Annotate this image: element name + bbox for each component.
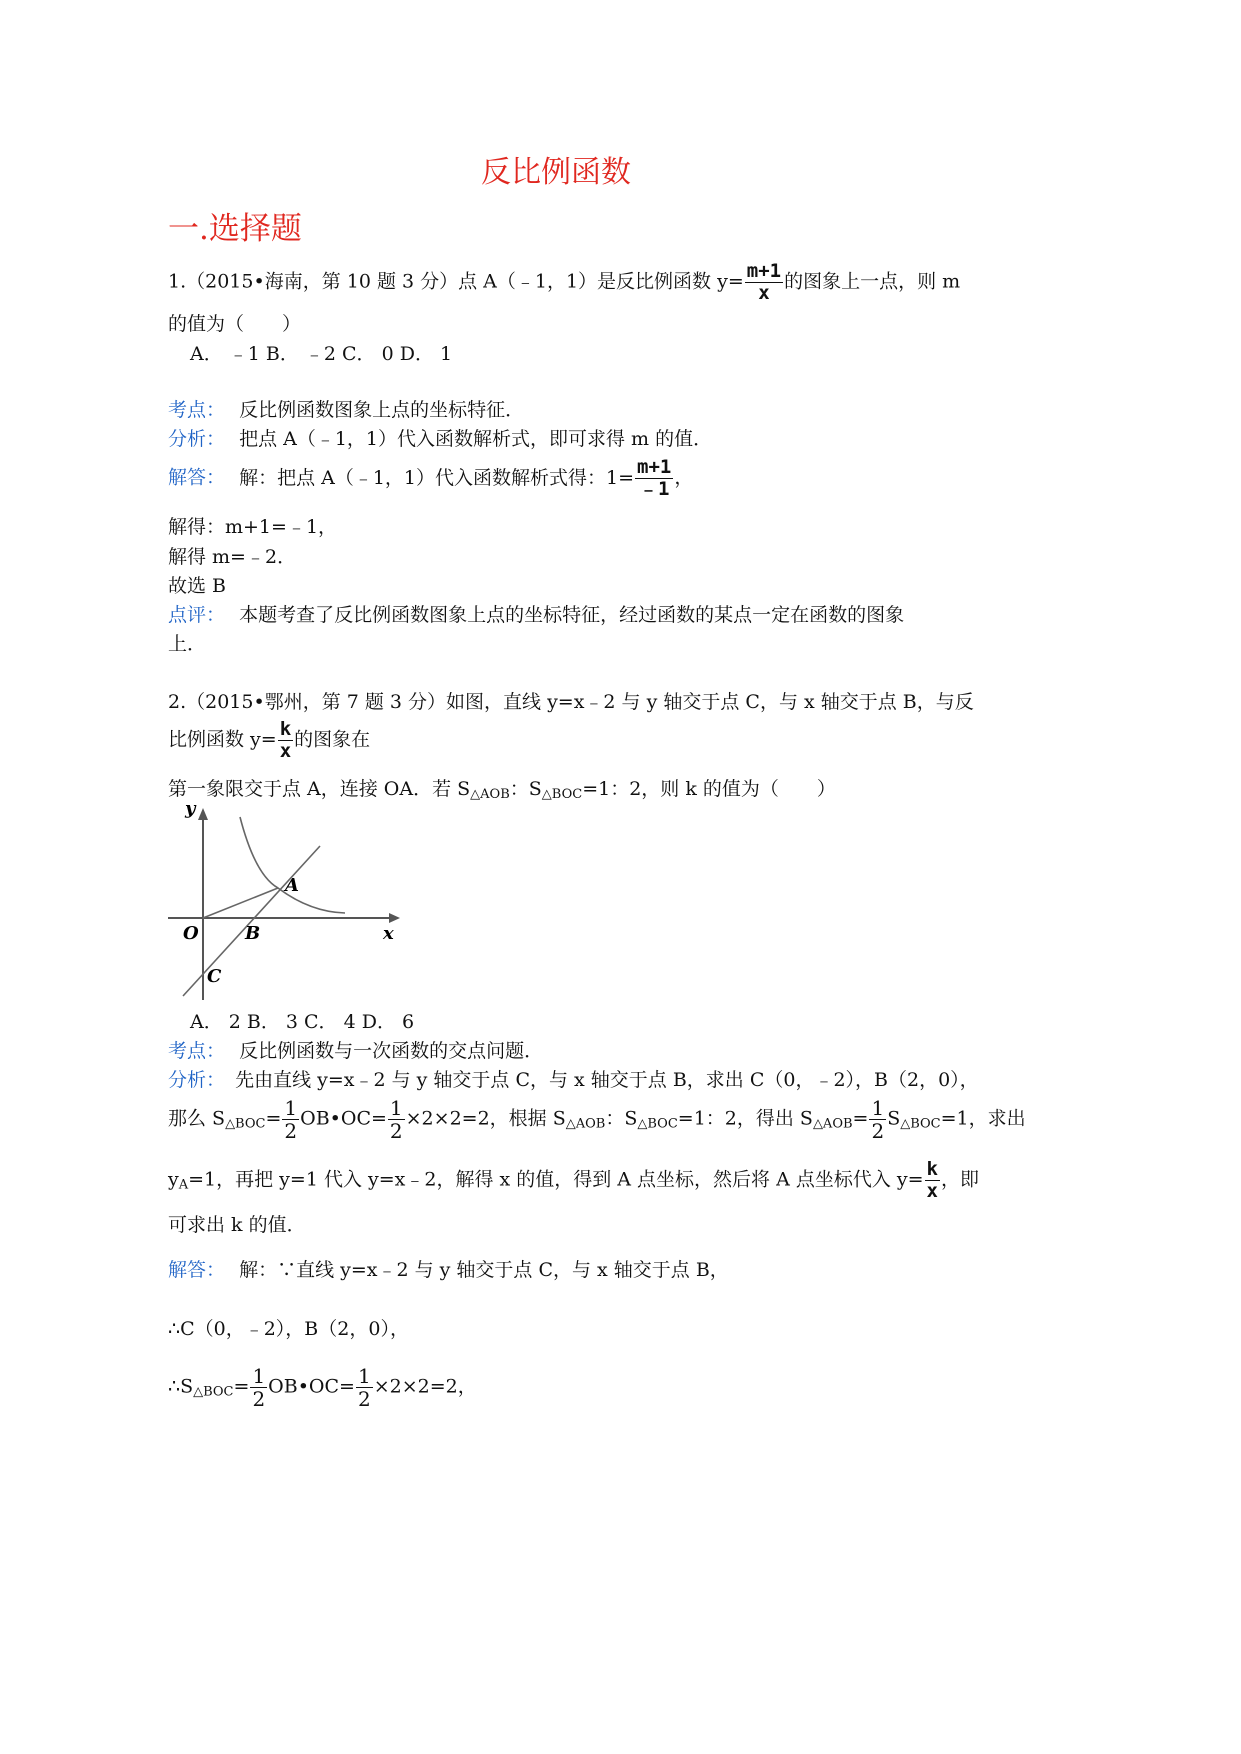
q2-fb-sub1: △BOC <box>225 1116 266 1132</box>
q1-step-3: 故选 B <box>168 575 227 597</box>
half-num: 1 <box>284 1096 298 1120</box>
q2-stem-text-b2: 的图象在 <box>294 728 371 751</box>
q2-fb3: OB•OC= <box>300 1107 387 1130</box>
half-fraction <box>869 1098 886 1141</box>
q1-stem-text-b: 的图象上一点，则 m <box>784 270 961 293</box>
q2-jc4: ×2×2=2， <box>373 1375 477 1398</box>
q1-dianping-cont: 上． <box>168 633 207 655</box>
q2-fc3: ，即 <box>941 1168 980 1191</box>
q2-fb-sub2: △AOB <box>565 1116 606 1132</box>
q2-stem-text-b1: 比例函数 y= <box>168 728 277 751</box>
half-den: 2 <box>871 1119 885 1143</box>
page-title: 反比例函数 <box>481 155 631 190</box>
q1-jieda-text: 解：把点 A（﹣1，1）代入函数解析式得：1= <box>239 466 635 489</box>
hyperbola-curve <box>240 817 345 913</box>
graph-label-x: x <box>383 923 394 944</box>
q2-fraction <box>278 720 293 761</box>
q2-fc1: y <box>168 1168 179 1191</box>
graph-label-c: C <box>207 966 222 987</box>
q1-jieda-text-b: ， <box>674 466 694 489</box>
q2-fb-sub3: △BOC <box>637 1116 678 1132</box>
half-num: 1 <box>871 1096 885 1120</box>
half-fraction <box>250 1366 267 1409</box>
q2-fenxi-line2 <box>168 1098 1026 1141</box>
q2-jc3: OB•OC= <box>268 1375 355 1398</box>
q1-stem-text-a: 1.（2015•海南，第 10 题 3 分）点 A（﹣1，1）是反比例函数 y= <box>168 270 744 293</box>
q1-frac-den: x <box>758 282 770 304</box>
q2-fc2: =1，再把 y=1 代入 y=x﹣2，解得 x 的值，得到 A 点坐标，然后将 A 点坐标代入 y= <box>188 1168 924 1191</box>
q2-frac-num: k <box>279 718 292 740</box>
q2-jieda-step-1: ∴C（0，﹣2），B（2，0）， <box>168 1318 409 1340</box>
q2-jc2: = <box>233 1375 250 1398</box>
q1-dianping <box>168 603 904 627</box>
q2-fb5: ：S <box>605 1107 638 1130</box>
q1-jieda-frac-num: m+1 <box>637 456 672 478</box>
q2-fb8: S <box>887 1107 901 1130</box>
half-den: 2 <box>284 1119 298 1143</box>
graph-label-o: O <box>183 923 199 944</box>
q1-fenxi <box>168 427 712 451</box>
q2-sub-boc: △BOC <box>541 787 583 802</box>
q2-fenxi-line3 <box>168 1160 979 1201</box>
graph-label-b: B <box>245 923 261 944</box>
kaodian-label: 考点： <box>168 1040 226 1062</box>
q1-step-1: 解得：m+1=﹣1， <box>168 516 338 538</box>
q1-jieda <box>168 458 693 499</box>
q2-text-c1: 第一象限交于点 A，连接 OA．若 S <box>168 778 471 800</box>
half-den: 2 <box>357 1387 371 1411</box>
q2-graph <box>165 800 410 1005</box>
q2-stem-cont <box>168 720 370 761</box>
q2-sub-aob: △AOB <box>470 787 510 802</box>
half-den: 2 <box>252 1387 266 1411</box>
dianping-label: 点评： <box>168 604 226 626</box>
q2-options: A． 2 B． 3 C． 4 D． 6 <box>190 1011 415 1033</box>
q1-stem-cont: 的值为（ ） <box>168 313 302 335</box>
half-num: 1 <box>357 1364 371 1388</box>
x-axis-arrow <box>389 913 400 923</box>
fenxi-label: 分析： <box>168 1069 226 1091</box>
q2-kaodian-text: 反比例函数与一次函数的交点问题． <box>239 1040 544 1062</box>
graph-label-a: A <box>285 875 299 896</box>
half-fraction <box>282 1098 299 1141</box>
q1-jieda-frac-den: ﹣1 <box>638 478 670 500</box>
q1-fenxi-text: 把点 A（﹣1，1）代入函数解析式，即可求得 m 的值． <box>239 428 713 450</box>
q1-kaodian <box>168 398 524 422</box>
jieda-label: 解答： <box>168 466 226 489</box>
q1-step-2: 解得 m=﹣2． <box>168 546 297 568</box>
q2-text-c2: ：S <box>509 778 542 800</box>
q1-jieda-fraction <box>635 458 673 499</box>
q2-frac-den: x <box>279 740 292 762</box>
x-den: x <box>926 1180 938 1202</box>
q1-stem <box>168 262 960 303</box>
q2-fenxi <box>168 1068 979 1092</box>
q2-text-c3: =1：2，则 k 的值为（ ） <box>582 778 836 800</box>
q2-jieda <box>168 1258 729 1282</box>
q2-jc1: ∴S <box>168 1375 194 1398</box>
q2-fc-sub: A <box>178 1177 189 1193</box>
graph-label-y: y <box>185 800 196 819</box>
q2-fenxi-line4: 可求出 k 的值． <box>168 1214 306 1236</box>
q2-fenxi-text: 先由直线 y=x﹣2 与 y 轴交于点 C，与 x 轴交于点 B，求出 C（0，﹣2），B（2，0）， <box>235 1069 979 1091</box>
q2-stem: 2.（2015•鄂州，第 7 题 3 分）如图，直线 y=x﹣2 与 y 轴交于点 C，与 x 轴交于点 B，与反 <box>168 691 974 713</box>
q2-jc-sub: △BOC <box>193 1384 234 1400</box>
k-num: k <box>926 1158 938 1180</box>
q2-fb6: =1：2，得出 S <box>677 1107 813 1130</box>
q2-jieda-text: 解：∵直线 y=x﹣2 与 y 轴交于点 C，与 x 轴交于点 B， <box>239 1259 729 1281</box>
half-fraction <box>388 1098 405 1141</box>
q1-fraction <box>745 262 783 303</box>
fenxi-label: 分析： <box>168 428 226 450</box>
q2-fb-sub5: △BOC <box>900 1116 941 1132</box>
q2-fb-sub4: △AOB <box>812 1116 853 1132</box>
q2-fb1: 那么 S <box>168 1107 226 1130</box>
q1-options: A． ﹣1 B． ﹣2 C． 0 D． 1 <box>190 343 453 365</box>
half-num: 1 <box>252 1364 266 1388</box>
q2-fb2: = <box>265 1107 282 1130</box>
q2-jieda-step-2 <box>168 1366 477 1409</box>
q2-fb7: = <box>852 1107 869 1130</box>
q1-frac-num: m+1 <box>746 260 782 282</box>
segment-oa <box>203 888 278 918</box>
y-axis-arrow <box>198 808 208 820</box>
q1-dianping-text: 本题考查了反比例函数图象上点的坐标特征，经过函数的某点一定在函数的图象 <box>239 604 905 626</box>
q2-fb9: =1，求出 <box>940 1107 1026 1130</box>
half-num: 1 <box>389 1096 403 1120</box>
half-den: 2 <box>389 1119 403 1143</box>
k-over-x-fraction <box>925 1160 940 1201</box>
q2-kaodian <box>168 1039 543 1063</box>
q2-fb4: ×2×2=2，根据 S <box>405 1107 566 1130</box>
jieda-label: 解答： <box>168 1259 226 1281</box>
kaodian-label: 考点： <box>168 399 226 421</box>
half-fraction <box>356 1366 373 1409</box>
section-heading: 一.选择题 <box>168 211 302 247</box>
q1-kaodian-text: 反比例函数图象上点的坐标特征． <box>239 399 525 421</box>
